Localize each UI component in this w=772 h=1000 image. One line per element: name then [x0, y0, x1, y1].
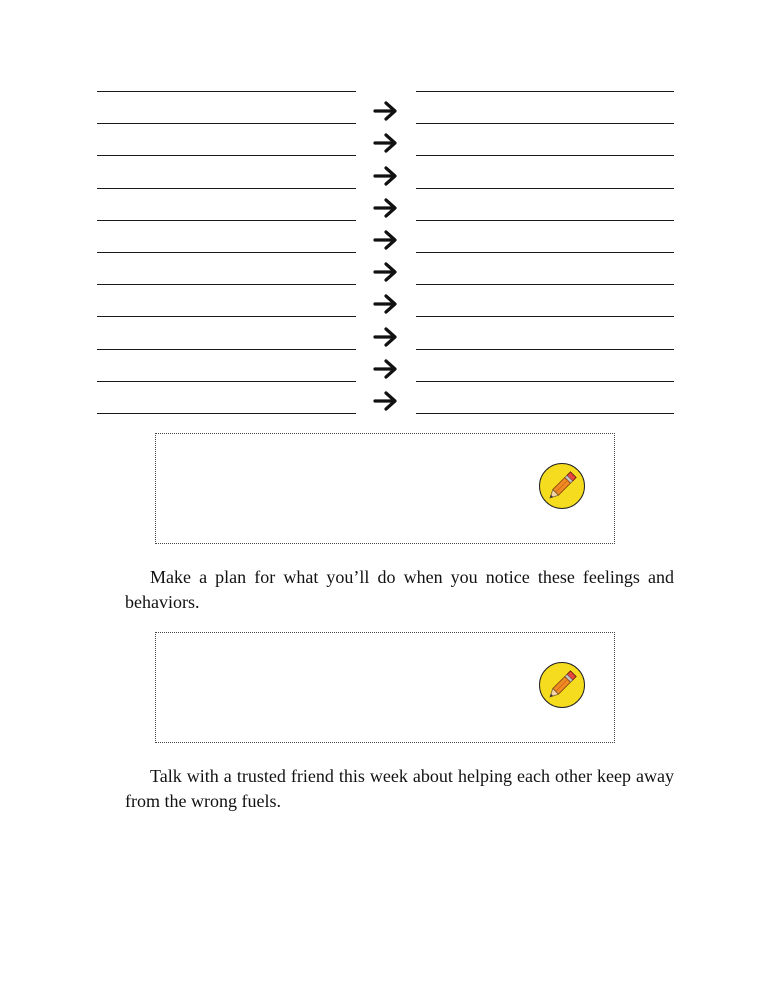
answer-line-left[interactable] — [97, 220, 356, 221]
right-arrow-icon — [372, 390, 400, 412]
right-arrow-icon — [372, 165, 400, 187]
right-arrow-icon — [372, 197, 400, 219]
right-arrow-icon — [372, 261, 400, 283]
answer-box-reflection[interactable] — [155, 433, 615, 544]
right-arrow-icon — [372, 326, 400, 348]
answer-line-left[interactable] — [97, 188, 356, 189]
right-arrow-icon — [372, 229, 400, 251]
right-arrow-icon — [372, 100, 400, 122]
answer-line-right[interactable] — [416, 381, 674, 382]
answer-line-right[interactable] — [416, 413, 674, 414]
answer-box-plan[interactable] — [155, 632, 615, 743]
right-arrow-icon — [372, 293, 400, 315]
answer-line-right[interactable] — [416, 252, 674, 253]
answer-line-left[interactable] — [97, 349, 356, 350]
prompt-friend: Talk with a trusted friend this week about helping each other keep away from the wrong fuels. — [125, 766, 674, 811]
right-arrow-icon — [372, 358, 400, 380]
answer-line-left[interactable] — [97, 381, 356, 382]
answer-line-right[interactable] — [416, 349, 674, 350]
answer-line-left[interactable] — [97, 155, 356, 156]
answer-line-right[interactable] — [416, 220, 674, 221]
pencil-icon — [538, 462, 586, 510]
answer-line-right[interactable] — [416, 155, 674, 156]
right-arrow-icon — [372, 132, 400, 154]
pencil-icon — [538, 661, 586, 709]
answer-line-right[interactable] — [416, 284, 674, 285]
answer-line-left[interactable] — [97, 413, 356, 414]
answer-line-left[interactable] — [97, 284, 356, 285]
answer-line-left[interactable] — [97, 252, 356, 253]
answer-line-left[interactable] — [97, 316, 356, 317]
answer-line-left[interactable] — [97, 91, 356, 92]
prompt-plan: Make a plan for what you’ll do when you notice these feelings and behaviors. — [125, 567, 674, 612]
answer-line-right[interactable] — [416, 123, 674, 124]
answer-line-right[interactable] — [416, 188, 674, 189]
answer-line-right[interactable] — [416, 91, 674, 92]
answer-line-right[interactable] — [416, 316, 674, 317]
answer-line-left[interactable] — [97, 123, 356, 124]
